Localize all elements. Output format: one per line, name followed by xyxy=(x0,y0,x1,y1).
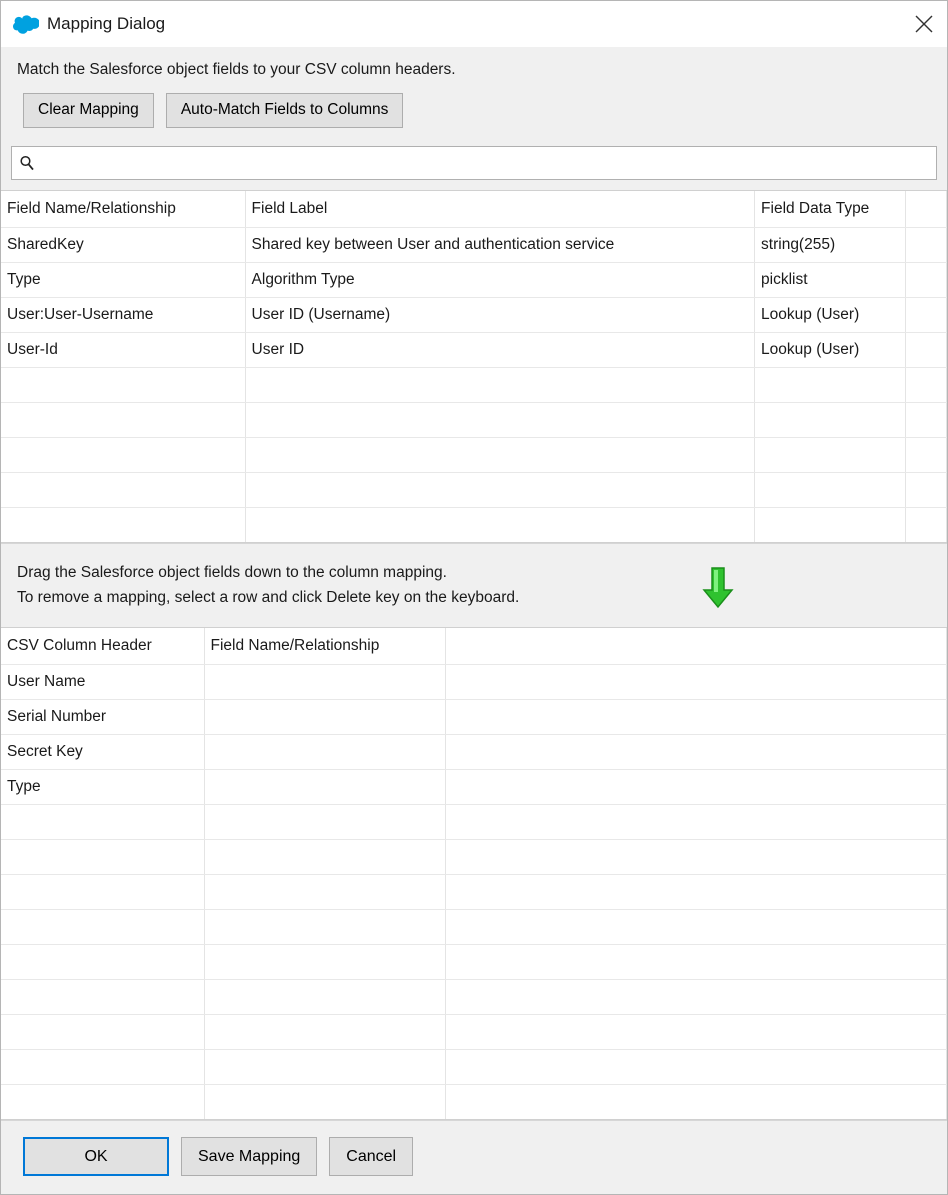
cell-mapped-field xyxy=(204,664,445,699)
search-icon xyxy=(12,155,42,171)
cell-csv-column: Type xyxy=(1,769,204,804)
clear-mapping-button[interactable]: Clear Mapping xyxy=(23,93,154,128)
cell-mapped-field xyxy=(204,699,445,734)
mapping-table-header xyxy=(1,628,947,665)
title-bar xyxy=(1,1,947,47)
cell-csv-column: User Name xyxy=(1,664,204,699)
cell-extra xyxy=(906,297,947,332)
cell-field-label: User ID xyxy=(245,332,755,367)
table-row[interactable] xyxy=(1,699,947,734)
table-row[interactable] xyxy=(1,664,947,699)
table-row[interactable] xyxy=(1,734,947,769)
column-header-field-data-type[interactable]: Field Data Type xyxy=(755,191,906,228)
table-row-empty[interactable] xyxy=(1,1049,947,1084)
mapping-grid[interactable] xyxy=(1,627,947,1120)
cell-csv-column: Secret Key xyxy=(1,734,204,769)
cancel-button[interactable]: Cancel xyxy=(329,1137,413,1176)
table-row[interactable] xyxy=(1,332,947,367)
top-panel xyxy=(1,47,947,146)
ok-button[interactable]: OK xyxy=(23,1137,169,1176)
column-header-field-name[interactable]: Field Name/Relationship xyxy=(1,191,245,228)
drag-hint-panel xyxy=(1,543,947,627)
column-header-field-label[interactable]: Field Label xyxy=(245,191,755,228)
cell-extra xyxy=(906,262,947,297)
table-row-empty[interactable] xyxy=(1,437,947,472)
cell-field-data-type: picklist xyxy=(755,262,906,297)
hint-line-1: Drag the Salesforce object fields down to the column mapping. xyxy=(17,563,447,581)
table-row-empty[interactable] xyxy=(1,402,947,437)
hint-line-2: To remove a mapping, select a row and click Delete key on the keyboard. xyxy=(17,589,520,607)
cell-field-name: User-Id xyxy=(1,332,245,367)
action-button-row xyxy=(1,93,947,146)
cell-field-name: User:User-Username xyxy=(1,297,245,332)
fields-table-header xyxy=(1,191,947,228)
cell-extra xyxy=(445,664,947,699)
cell-csv-column: Serial Number xyxy=(1,699,204,734)
column-header-csv-column[interactable]: CSV Column Header xyxy=(1,628,204,665)
cell-field-name: SharedKey xyxy=(1,227,245,262)
cell-extra xyxy=(906,227,947,262)
table-row-empty[interactable] xyxy=(1,909,947,944)
cell-field-name: Type xyxy=(1,262,245,297)
search-input[interactable] xyxy=(42,147,936,179)
cell-extra xyxy=(906,332,947,367)
cell-field-label: Algorithm Type xyxy=(245,262,755,297)
table-row-empty[interactable] xyxy=(1,839,947,874)
table-row[interactable] xyxy=(1,262,947,297)
auto-match-button[interactable]: Auto-Match Fields to Columns xyxy=(166,93,404,128)
footer-button-bar xyxy=(1,1120,947,1194)
column-header-field-name-rel[interactable]: Field Name/Relationship xyxy=(204,628,445,665)
table-row-empty[interactable] xyxy=(1,874,947,909)
table-row-empty[interactable] xyxy=(1,472,947,507)
cell-mapped-field xyxy=(204,734,445,769)
cell-field-data-type: Lookup (User) xyxy=(755,297,906,332)
mapping-table xyxy=(1,628,947,1120)
cell-extra xyxy=(445,769,947,804)
table-row[interactable] xyxy=(1,227,947,262)
column-header-extra[interactable] xyxy=(906,191,947,228)
save-mapping-button[interactable]: Save Mapping xyxy=(181,1137,317,1176)
table-row-empty[interactable] xyxy=(1,1014,947,1049)
cell-extra xyxy=(445,734,947,769)
salesforce-cloud-icon xyxy=(13,11,39,37)
table-row-empty[interactable] xyxy=(1,944,947,979)
table-row[interactable] xyxy=(1,297,947,332)
table-row-empty[interactable] xyxy=(1,804,947,839)
dialog-title: Mapping Dialog xyxy=(47,14,166,33)
fields-grid[interactable] xyxy=(1,190,947,543)
cell-mapped-field xyxy=(204,769,445,804)
column-header-extra[interactable] xyxy=(445,628,947,665)
table-row-empty[interactable] xyxy=(1,367,947,402)
cell-field-label: User ID (Username) xyxy=(245,297,755,332)
table-row[interactable] xyxy=(1,769,947,804)
cell-extra xyxy=(445,699,947,734)
close-icon[interactable] xyxy=(901,1,947,47)
down-arrow-icon xyxy=(701,566,735,610)
table-row-empty[interactable] xyxy=(1,979,947,1014)
cell-field-label: Shared key between User and authentication service xyxy=(245,227,755,262)
instruction-text: Match the Salesforce object fields to your CSV column headers. xyxy=(17,61,456,78)
fields-table xyxy=(1,191,947,543)
cell-field-data-type: string(255) xyxy=(755,227,906,262)
table-row-empty[interactable] xyxy=(1,507,947,542)
table-row-empty[interactable] xyxy=(1,1084,947,1119)
search-box[interactable] xyxy=(11,146,937,180)
cell-field-data-type: Lookup (User) xyxy=(755,332,906,367)
